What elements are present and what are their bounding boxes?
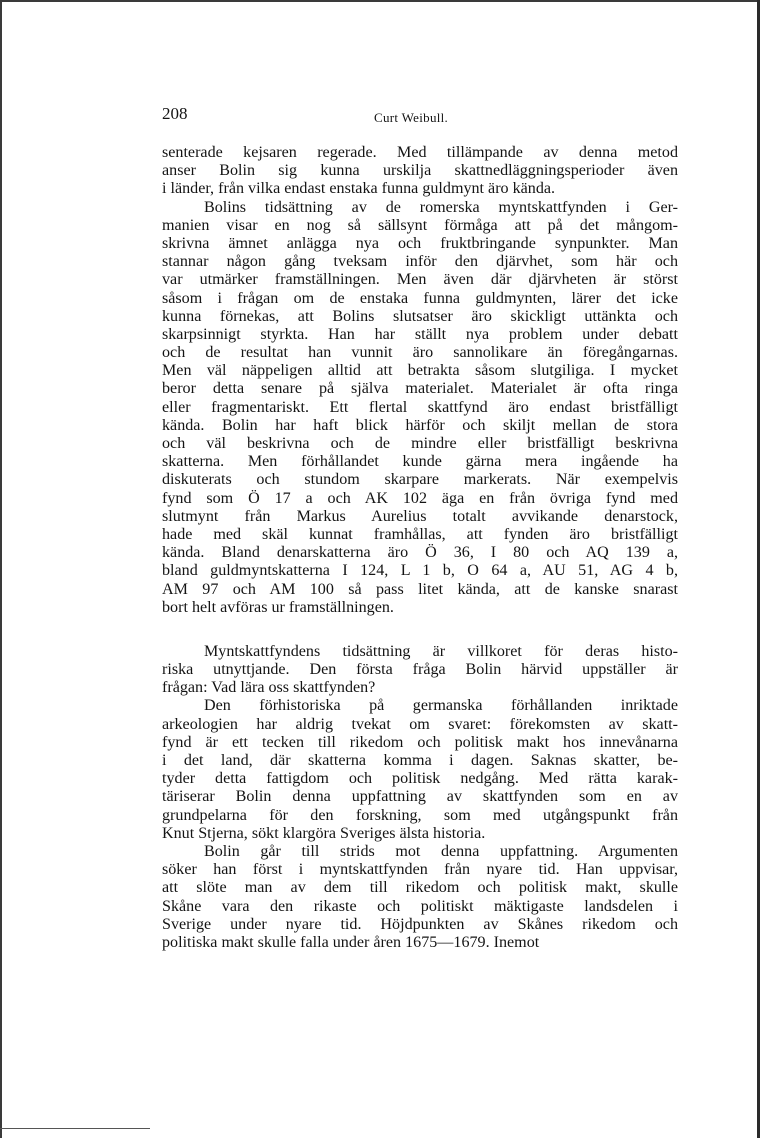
paragraph [162, 697, 678, 843]
page-number: 208 [162, 104, 188, 123]
text-line: och de resultat han vunnit äro sannolikare än föregångarnas. [162, 344, 678, 362]
text-line: Den förhistoriska på germanska förhållanden inriktade [204, 697, 678, 715]
paragraph-gap [162, 617, 678, 643]
text-line: stannar någon gång tveksam inför den djärvhet, som här och [162, 253, 678, 271]
text-line: kända. Bolin har haft blick härför och skiljt mellan de stora [162, 416, 678, 434]
text-line: såsom i frågan om de enstaka funna guldmynten, lärer det icke [162, 289, 678, 307]
text-line: bland guldmyntskatterna I 124, L 1 b, O 64 a, AU 51, AG 4 b, [162, 562, 678, 580]
text-line: i länder, från vilka endast enstaka funna guldmynt äro kända. [162, 180, 556, 198]
running-head: Curt Weibull. [374, 110, 449, 125]
text-line: Sverige under nyare tid. Höjdpunkten av Skånes rikedom och [162, 915, 678, 933]
text-line: var utmärker framställningen. Men även där djärvheten är störst [162, 271, 678, 289]
text-line: senterade kejsaren regerade. Med tillämpande av denna metod [162, 144, 678, 161]
scan-top-edge [0, 0, 760, 2]
text-line: söker han först i myntskattfynden från nyare tid. Han uppvisar, [162, 861, 678, 879]
text-line: skatterna. Men förhållandet kunde gärna mera ingående ha [162, 453, 678, 471]
text-line: täriserar Bolin denna uppfattning av skattfynden som en av [162, 788, 678, 806]
text-line: bort helt avföras ur framställningen. [162, 598, 394, 616]
text-line: arkeologien har aldrig tvekat om svaret: förekomsten av skatt- [162, 715, 678, 733]
text-line: och väl beskrivna och de mindre eller bristfälligt beskrivna [162, 435, 678, 452]
bottom-rule [0, 1128, 150, 1129]
text-line: manien visar en nog så sällsynt förmåga att på det mångom- [162, 216, 678, 234]
text-line: skarpsinnigt styrkta. Han har ställt nya problem under debatt [162, 325, 678, 343]
text-line: Bolin går till strids mot denna uppfattning. Argumenten [204, 842, 678, 860]
text-line: Skåne vara den rikaste och politiskt mäktigaste landsdelen i [162, 897, 678, 915]
text-line: Knut Stjerna, sökt klargöra Sveriges älsta historia. [162, 824, 486, 842]
text-line: riska utnyttjande. Den första fråga Bolin härvid uppställer är [162, 661, 678, 679]
text-line: Bolins tidsättning av de romerska myntskattfynden i Ger- [204, 198, 678, 216]
text-line: hade med skäl kunnat framhållas, att fynden äro bristfälligt [162, 525, 678, 543]
text-line: tyder detta fattigdom och politisk nedgång. Med rätta karak- [162, 770, 678, 788]
paragraph [162, 199, 678, 617]
body-text [162, 144, 678, 952]
text-line: politiska makt skulle falla under åren 1675—1679. Inemot [162, 933, 540, 951]
paragraph [162, 144, 678, 199]
text-line: fynd är ett tecken till rikedom och politisk makt hos innevånarna [162, 733, 678, 751]
text-line: AM 97 och AM 100 så pass litet kända, att de kanske snarast [162, 580, 678, 598]
text-line: i det land, där skatterna komma i dagen. Saknas skatter, be- [162, 752, 678, 769]
text-line: diskuterats och stundom skarpare markerats. När exempelvis [162, 471, 678, 489]
text-line: fynd som Ö 17 a och AK 102 äga en från övriga fynd med [162, 489, 678, 507]
paragraph [162, 843, 678, 952]
text-line: eller fragmentariskt. Ett flertal skattfynd äro endast bristfälligt [162, 398, 678, 416]
page [162, 104, 678, 952]
text-line: kunna förnekas, att Bolins slutsatser äro skickligt uttänkta och [162, 307, 678, 325]
text-line: skrivna ämnet anlägga nya och fruktbringande synpunkter. Man [162, 234, 678, 252]
page-header [162, 104, 678, 144]
text-line: slutmynt från Markus Aurelius totalt avvikande denarstock, [162, 507, 678, 525]
text-line: Myntskattfyndens tidsättning är villkoret för deras histo- [204, 642, 678, 660]
text-line: att slöte man av dem till rikedom och politisk makt, skulle [162, 879, 678, 897]
text-line: grundpelarna för den forskning, som med utgångspunkt från [162, 806, 678, 824]
text-line: anser Bolin sig kunna urskilja skattnedläggningsperioder även [162, 162, 678, 180]
text-line: frågan: Vad lära oss skattfynden? [162, 679, 376, 697]
scan-left-edge [0, 0, 2, 1138]
text-line: beror detta senare på själva materialet. Materialet är ofta ringa [162, 380, 678, 398]
text-line: kända. Bland denarskatterna äro Ö 36, I 80 och AQ 139 a, [162, 544, 678, 562]
paragraph [162, 643, 678, 698]
text-line: Men väl näppeligen alltid att betrakta såsom slutgiliga. I mycket [162, 362, 678, 380]
